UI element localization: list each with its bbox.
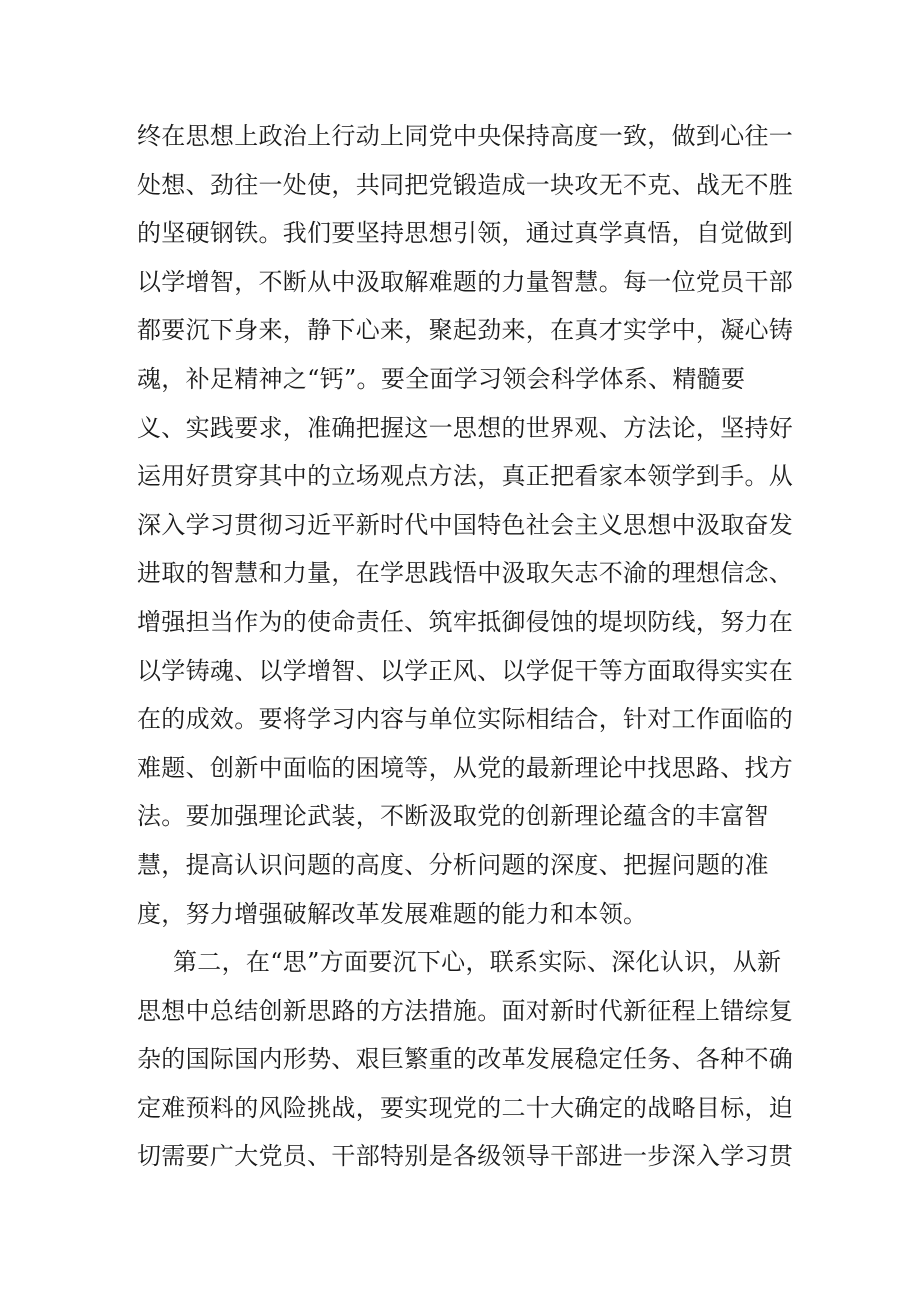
text-line-9: 深入学习贯彻习近平新时代中国特色社会主义思想中汲取奋发 [137,510,794,539]
text-line-21: 定难预料的风险挑战，要实现党的二十大确定的战略目标，迫 [137,1093,794,1122]
text-line-7: 义、实践要求，准确把握这一思想的世界观、方法论，坚持好 [137,413,794,442]
text-line-6: 魂，补足精神之“钙”。要全面学习领会科学体系、精髓要 [137,364,746,393]
text-line-17: 度，努力增强破解改革发展难题的能力和本领。 [137,899,648,928]
text-line-10: 进取的智慧和力量，在学思践悟中汲取矢志不渝的理想信念、 [137,559,794,588]
text-line-12: 以学铸魂、以学增智、以学正风、以学促干等方面取得实实在 [137,656,794,685]
text-line-15: 法。要加强理论武装，不断汲取党的创新理论蕴含的丰富智 [137,802,769,831]
text-line-4: 以学增智，不断从中汲取解难题的力量智慧。每一位党员干部 [137,267,794,296]
body-text [137,112,794,1181]
text-line-5: 都要沉下身来，静下心来，聚起劲来，在真才实学中，凝心铸 [137,316,794,345]
text-line-2: 处想、劲往一处使，共同把党锻造成一块攻无不克、战无不胜 [137,170,794,199]
text-line-19: 思想中总结创新思路的方法措施。面对新时代新征程上错综复 [137,996,794,1025]
text-line-3: 的坚硬钢铁。我们要坚持思想引领，通过真学真悟，自觉做到 [137,219,794,248]
text-line-8: 运用好贯穿其中的立场观点方法，真正把看家本领学到手。从 [137,462,794,491]
text-line-11: 增强担当作为的使命责任、筑牢抵御侵蚀的堤坝防线，努力在 [137,607,794,636]
text-line-14: 难题、创新中面临的困境等，从党的最新理论中找思路、找方 [137,753,794,782]
text-line-16: 慧，提高认识问题的高度、分析问题的深度、把握问题的准 [137,850,769,879]
text-line-13: 在的成效。要将学习内容与单位实际相结合，针对工作面临的 [137,705,794,734]
text-line-22: 切需要广大党员、干部特别是各级领导干部进一步深入学习贯 [137,1142,794,1171]
paragraph-2-first-line: 第二，在“思”方面要沉下心，联系实际、深化认识，从新 [173,948,782,977]
text-line-1: 终在思想上政治上行动上同党中央保持高度一致，做到心往一 [137,122,794,150]
text-line-20: 杂的国际国内形势、艰巨繁重的改革发展稳定任务、各种不确 [137,1045,794,1074]
